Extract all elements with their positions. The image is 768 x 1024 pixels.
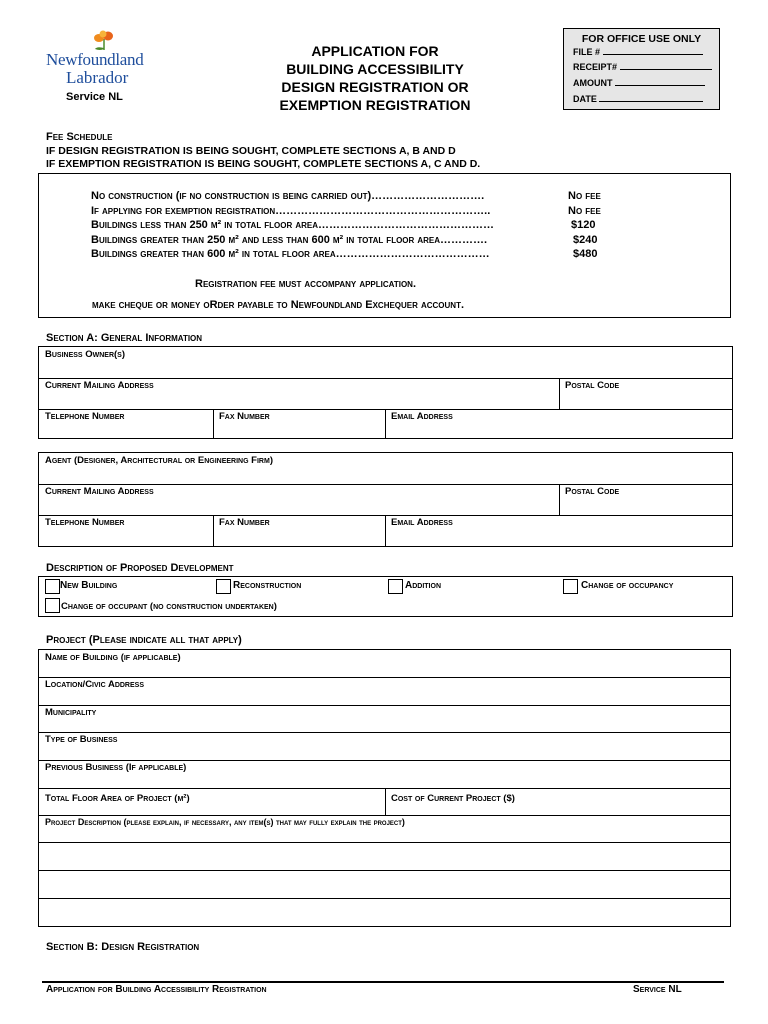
logo-line1: Newfoundland	[46, 50, 144, 69]
title-line: EXEMPTION REGISTRATION	[279, 97, 471, 113]
previous-business-field[interactable]: Previous Business (If applicable)	[45, 762, 187, 773]
fee-item-amount: $120	[571, 219, 596, 231]
title-line: APPLICATION FOR	[311, 43, 439, 59]
section-a-heading: Section A: General Information	[46, 332, 203, 344]
telephone-field[interactable]: Telephone Number	[45, 411, 125, 422]
project-description-label: Project Description (please explain, if necessary, any item(s) that may fully explain the project)	[45, 817, 405, 827]
date-field[interactable]	[599, 93, 703, 102]
office-field-file: FILE #	[573, 47, 601, 57]
floor-area-field[interactable]: Total Floor Area of Project (m²)	[45, 793, 190, 804]
project-heading: Project (Please indicate all that apply)	[46, 634, 242, 646]
location-field[interactable]: Location/Civic Address	[45, 679, 144, 690]
change-of-occupant-label: Change of occupant (no construction undertaken)	[61, 601, 277, 612]
fee-item-label: No construction (if no construction is being carried out)………………………….	[91, 190, 485, 202]
receipt-field[interactable]	[620, 61, 712, 70]
agent-telephone-field[interactable]: Telephone Number	[45, 517, 125, 528]
fee-item-amount: No fee	[568, 205, 601, 217]
new-building-checkbox[interactable]	[45, 579, 60, 594]
business-owner-field[interactable]: Business Owner(s)	[45, 349, 126, 360]
fee-schedule-box	[38, 173, 731, 318]
footer-department: Service NL	[633, 984, 682, 995]
fee-schedule-heading: Fee Schedule	[46, 131, 113, 143]
title-line: DESIGN REGISTRATION OR	[281, 79, 469, 95]
footer-rule	[42, 981, 724, 983]
office-use-heading: FOR OFFICE USE ONLY	[581, 33, 702, 45]
agent-info-table	[38, 452, 733, 547]
reconstruction-label: Reconstruction	[233, 580, 302, 591]
logo-line2: Labrador	[66, 68, 129, 87]
newfoundland-labrador-logo	[44, 30, 156, 106]
fee-item-label: Buildings greater than 600 m² in total floor area……………………………………	[91, 248, 490, 260]
addition-checkbox[interactable]	[388, 579, 403, 594]
fax-field[interactable]: Fax Number	[219, 411, 270, 422]
project-cost-field[interactable]: Cost of Current Project ($)	[391, 793, 515, 804]
agent-field[interactable]: Agent (Designer, Architectural or Engineering Firm)	[45, 455, 273, 466]
development-options-box	[38, 576, 733, 617]
email-field[interactable]: Email Address	[391, 411, 453, 422]
owner-info-table	[38, 346, 733, 439]
office-field-receipt: RECEIPT#	[573, 62, 618, 72]
municipality-field[interactable]: Municipality	[45, 707, 97, 718]
fee-item-amount: $240	[573, 234, 598, 246]
project-table	[38, 649, 731, 927]
change-of-occupant-checkbox[interactable]	[45, 598, 60, 613]
agent-email-field[interactable]: Email Address	[391, 517, 453, 528]
logo-department: Service NL	[66, 91, 123, 103]
fee-instruction-exemption: IF EXEMPTION REGISTRATION IS BEING SOUGHT, COMPLETE SECTIONS A, C AND D.	[46, 158, 481, 170]
reconstruction-checkbox[interactable]	[216, 579, 231, 594]
page-title	[250, 42, 500, 114]
postal-code-field[interactable]: Postal Code	[565, 380, 620, 391]
fee-item-label: Buildings less than 250 m² in total floor area…………………………………………	[91, 219, 494, 231]
fee-item-amount: No fee	[568, 190, 601, 202]
fee-instruction-design: IF DESIGN REGISTRATION IS BEING SOUGHT, COMPLETE SECTIONS A, B AND D	[46, 145, 456, 157]
office-use-box	[563, 28, 720, 110]
fee-item-amount: $480	[573, 248, 598, 260]
footer-title: Application for Building Accessibility Registration	[46, 984, 267, 995]
office-field-amount: AMOUNT	[573, 78, 613, 88]
new-building-label: New Building	[60, 580, 118, 591]
section-b-heading: Section B: Design Registration	[46, 941, 200, 953]
fee-note-accompany: Registration fee must accompany application.	[195, 278, 417, 290]
change-of-occupancy-label: Change of occupancy	[581, 580, 674, 591]
addition-label: Addition	[405, 580, 441, 591]
office-field-date: DATE	[573, 94, 597, 104]
development-heading: Description of Proposed Development	[46, 562, 234, 574]
fee-note-cheque: make cheque or money oRder payable to Newfoundland Exchequer account.	[92, 299, 465, 311]
change-of-occupancy-checkbox[interactable]	[563, 579, 578, 594]
agent-fax-field[interactable]: Fax Number	[219, 517, 270, 528]
file-number-field[interactable]	[603, 46, 703, 55]
fee-item-label: Buildings greater than 250 m² and less than 600 m² in total floor area………….	[91, 234, 488, 246]
agent-mailing-address-field[interactable]: Current Mailing Address	[45, 486, 154, 497]
pitcher-plant-icon	[92, 30, 116, 52]
building-name-field[interactable]: Name of Building (if applicable)	[45, 652, 181, 663]
title-line: BUILDING ACCESSIBILITY	[286, 61, 464, 77]
business-type-field[interactable]: Type of Business	[45, 734, 118, 745]
fee-item-label: If applying for exemption registration…………………………………………………..	[91, 205, 491, 217]
mailing-address-field[interactable]: Current Mailing Address	[45, 380, 154, 391]
amount-field[interactable]	[615, 77, 705, 86]
agent-postal-code-field[interactable]: Postal Code	[565, 486, 620, 497]
